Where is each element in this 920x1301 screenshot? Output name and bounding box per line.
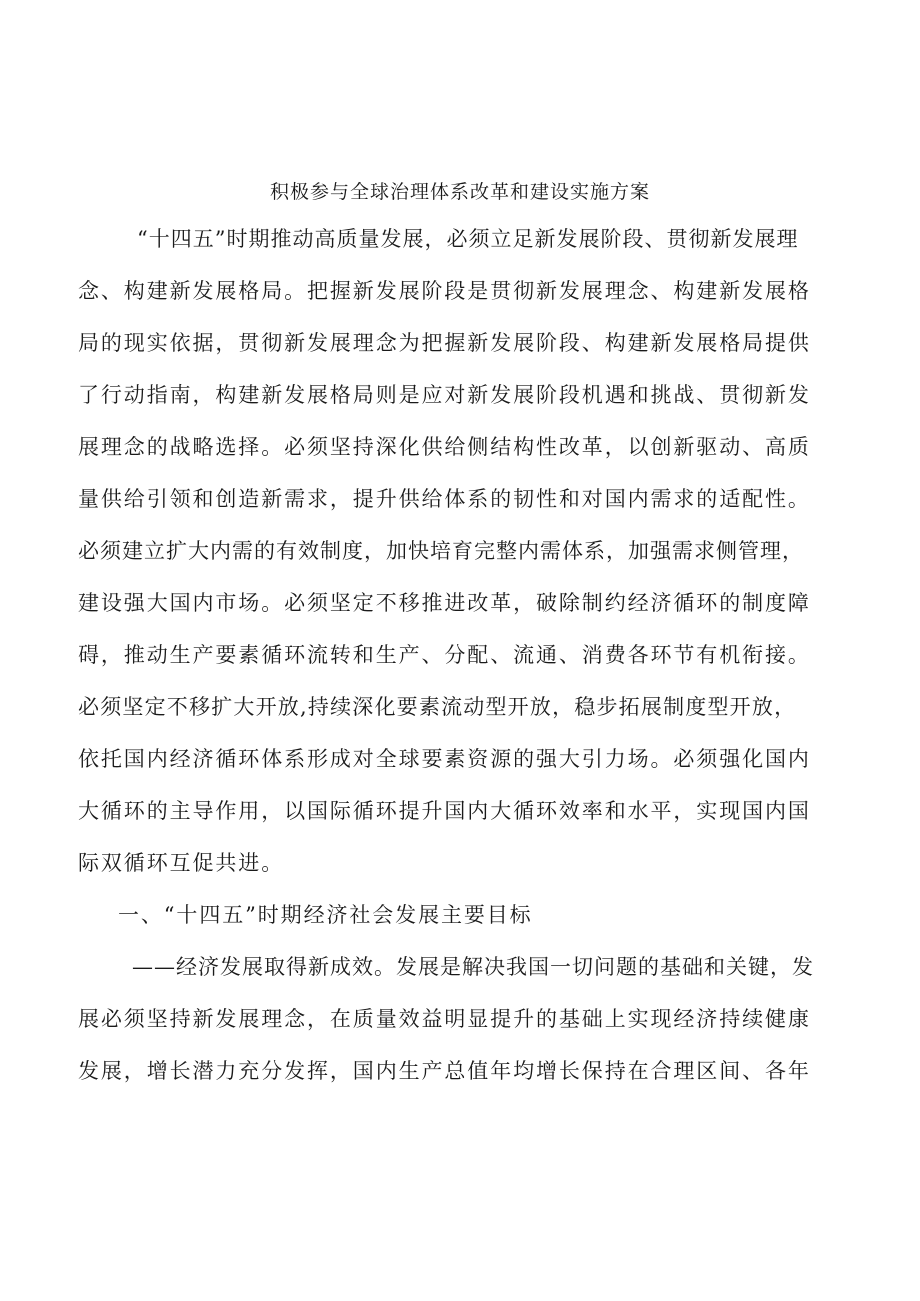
body-line: 必须坚定不移扩大开放,持续深化要素流动型开放，稳步拓展制度型开放， xyxy=(78,695,797,719)
body-line: 必须建立扩大内需的有效制度，加快培育完整内需体系，加强需求侧管理， xyxy=(78,539,804,563)
section-heading: 一、“十四五”时期经济社会发展主要目标 xyxy=(118,903,533,927)
body-line: 量供给引领和创造新需求，提升供给体系的韧性和对国内需求的适配性。 xyxy=(78,487,811,511)
body-line: 展理念的战略选择。必须坚持深化供给侧结构性改革，以创新驱动、高质 xyxy=(78,435,811,459)
body-line: “十四五”时期推动高质量发展，必须立足新发展阶段、贯彻新发展理 xyxy=(137,227,799,251)
body-line: 建设强大国内市场。必须坚定不移推进改革，破除制约经济循环的制度障 xyxy=(78,591,811,615)
body-line: 局的现实依据，贯彻新发展理念为把握新发展阶段、构建新发展格局提供 xyxy=(78,331,811,355)
body-line: 际双循环互促共进。 xyxy=(78,851,285,875)
body-line: 展必须坚持新发展理念，在质量效益明显提升的基础上实现经济持续健康 xyxy=(78,1007,811,1031)
body-line: 念、构建新发展格局。把握新发展阶段是贯彻新发展理念、构建新发展格 xyxy=(78,279,811,303)
body-line: 发展，增长潜力充分发挥，国内生产总值年均增长保持在合理区间、各年 xyxy=(78,1059,811,1083)
body-line: 了行动指南，构建新发展格局则是应对新发展阶段机遇和挑战、贯彻新发 xyxy=(78,383,811,407)
body-line: 大循环的主导作用，以国际循环提升国内大循环效率和水平，实现国内国 xyxy=(78,799,811,823)
document-title: 积极参与全球治理体系改革和建设实施方案 xyxy=(269,181,650,203)
body-line: ——经济发展取得新成效。发展是解决我国一切问题的基础和关键，发 xyxy=(132,955,814,979)
body-line: 依托国内经济循环体系形成对全球要素资源的强大引力场。必须强化国内 xyxy=(78,747,811,771)
body-line: 碍，推动生产要素循环流转和生产、分配、流通、消费各环节有机衔接。 xyxy=(78,643,811,667)
